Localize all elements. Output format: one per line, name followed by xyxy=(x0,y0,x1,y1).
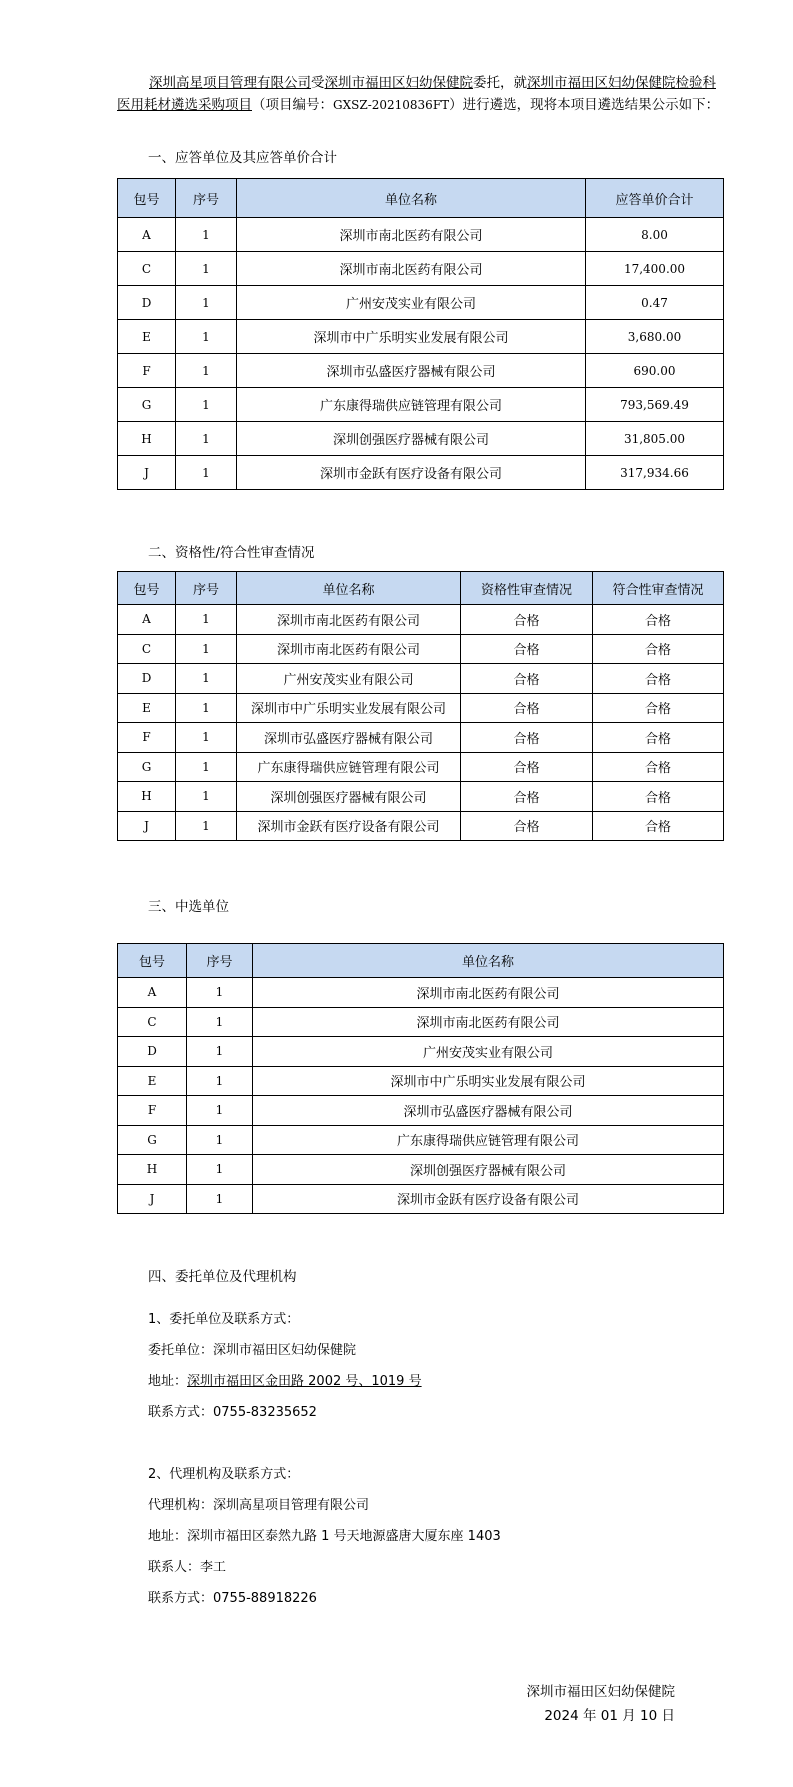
table-row xyxy=(118,1155,724,1185)
cell-package: J xyxy=(118,811,176,841)
cell-price: 8.00 xyxy=(586,218,724,252)
table-row xyxy=(118,605,724,635)
table-row xyxy=(118,978,724,1008)
table-row xyxy=(118,1096,724,1126)
cell-package: H xyxy=(118,422,176,456)
cell-package: D xyxy=(118,1037,187,1067)
cell-package: F xyxy=(118,723,176,753)
cell-package: F xyxy=(118,1096,187,1126)
column-header-seq: 序号 xyxy=(187,944,253,978)
cell-compliance: 合格 xyxy=(593,811,724,841)
cell-package: C xyxy=(118,252,176,286)
cell-compliance: 合格 xyxy=(593,634,724,664)
table-header-row xyxy=(118,179,724,218)
cell-package: E xyxy=(118,320,176,354)
client-address xyxy=(148,1373,422,1391)
client-address-label: 地址： xyxy=(148,1374,188,1389)
cell-package: J xyxy=(118,456,176,490)
cell-unit-name: 深圳创强医疗器械有限公司 xyxy=(237,422,586,456)
cell-price: 317,934.66 xyxy=(586,456,724,490)
cell-unit-name: 深圳市南北医药有限公司 xyxy=(237,634,461,664)
agency-contact-person: 联系人：李工 xyxy=(148,1560,227,1575)
cell-unit-name: 深圳创强医疗器械有限公司 xyxy=(237,782,461,812)
table-row xyxy=(118,456,724,490)
cell-price: 3,680.00 xyxy=(586,320,724,354)
cell-package: A xyxy=(118,605,176,635)
column-header-unit-name: 单位名称 xyxy=(237,572,461,605)
client-address-value: 深圳市福田区金田路 2002 号、1019 号 xyxy=(187,1374,422,1389)
client-name: 深圳市福田区妇幼保健院 xyxy=(324,75,473,91)
cell-seq: 1 xyxy=(176,456,237,490)
cell-unit-name: 深圳市金跃有医疗设备有限公司 xyxy=(237,811,461,841)
cell-package: H xyxy=(118,782,176,812)
cell-package: H xyxy=(118,1155,187,1185)
section-title-responders: 一、应答单位及其应答单价合计 xyxy=(148,150,337,166)
cell-unit-name: 深圳市中广乐明实业发展有限公司 xyxy=(253,1066,724,1096)
client-phone: 联系方式：0755-83235652 xyxy=(148,1405,317,1420)
table-header-row xyxy=(118,572,724,605)
project-name: 深圳市福田区妇幼保健院检验科医用耗材遴选采购项目 xyxy=(117,75,716,113)
cell-unit-name: 深圳市金跃有医疗设备有限公司 xyxy=(237,456,586,490)
column-header-package: 包号 xyxy=(118,179,176,218)
cell-qualification: 合格 xyxy=(461,664,593,694)
cell-seq: 1 xyxy=(176,218,237,252)
cell-compliance: 合格 xyxy=(593,752,724,782)
table-row xyxy=(118,752,724,782)
table-row xyxy=(118,1066,724,1096)
table-row xyxy=(118,354,724,388)
cell-package: A xyxy=(118,218,176,252)
section-title-selected: 三、中选单位 xyxy=(148,899,229,915)
intro-text: 受 xyxy=(311,75,325,91)
cell-unit-name: 深圳市弘盛医疗器械有限公司 xyxy=(237,723,461,753)
intro-text: 委托，就 xyxy=(473,75,527,91)
cell-unit-name: 深圳市弘盛医疗器械有限公司 xyxy=(253,1096,724,1126)
table-row xyxy=(118,422,724,456)
cell-compliance: 合格 xyxy=(593,782,724,812)
cell-seq: 1 xyxy=(176,286,237,320)
cell-package: G xyxy=(118,1125,187,1155)
cell-price: 793,569.49 xyxy=(586,388,724,422)
table-row xyxy=(118,811,724,841)
cell-seq: 1 xyxy=(187,978,253,1008)
cell-package: G xyxy=(118,388,176,422)
cell-seq: 1 xyxy=(187,1007,253,1037)
cell-seq: 1 xyxy=(176,252,237,286)
table-row xyxy=(118,664,724,694)
cell-seq: 1 xyxy=(187,1037,253,1067)
cell-unit-name: 深圳市弘盛医疗器械有限公司 xyxy=(237,354,586,388)
column-header-unit-name: 单位名称 xyxy=(253,944,724,978)
table-row xyxy=(118,218,724,252)
cell-seq: 1 xyxy=(176,422,237,456)
client-contact-title: 1、委托单位及联系方式： xyxy=(148,1312,300,1327)
cell-seq: 1 xyxy=(176,723,237,753)
table-row xyxy=(118,388,724,422)
cell-compliance: 合格 xyxy=(593,605,724,635)
agency-address: 地址：深圳市福田区泰然九路 1 号天地源盛唐大厦东座 1403 xyxy=(148,1529,501,1544)
cell-package: E xyxy=(118,693,176,723)
agency-contact-title: 2、代理机构及联系方式： xyxy=(148,1467,300,1482)
cell-qualification: 合格 xyxy=(461,782,593,812)
cell-unit-name: 深圳市南北医药有限公司 xyxy=(237,218,586,252)
cell-seq: 1 xyxy=(187,1184,253,1214)
intro-text: ）进行遴选，现将本项目遴选结果公示如下： xyxy=(449,97,720,113)
table-row xyxy=(118,1037,724,1067)
cell-package: D xyxy=(118,664,176,694)
cell-unit-name: 广东康得瑞供应链管理有限公司 xyxy=(253,1125,724,1155)
agency-unit: 代理机构：深圳高星项目管理有限公司 xyxy=(148,1498,370,1513)
cell-qualification: 合格 xyxy=(461,605,593,635)
table-row xyxy=(118,1007,724,1037)
table-row xyxy=(118,320,724,354)
responder-price-table xyxy=(117,178,724,490)
table-row xyxy=(118,693,724,723)
cell-package: E xyxy=(118,1066,187,1096)
cell-qualification: 合格 xyxy=(461,723,593,753)
table-row xyxy=(118,1184,724,1214)
cell-qualification: 合格 xyxy=(461,634,593,664)
table-row xyxy=(118,252,724,286)
column-header-package: 包号 xyxy=(118,572,176,605)
cell-unit-name: 深圳创强医疗器械有限公司 xyxy=(253,1155,724,1185)
cell-qualification: 合格 xyxy=(461,811,593,841)
section-title-contacts: 四、委托单位及代理机构 xyxy=(148,1269,297,1285)
cell-price: 690.00 xyxy=(586,354,724,388)
column-header-compliance: 符合性审查情况 xyxy=(593,572,724,605)
cell-price: 17,400.00 xyxy=(586,252,724,286)
cell-unit-name: 深圳市南北医药有限公司 xyxy=(253,1007,724,1037)
column-header-seq: 序号 xyxy=(176,179,237,218)
agency-phone: 联系方式：0755-88918226 xyxy=(148,1591,317,1606)
intro-paragraph xyxy=(117,72,723,116)
cell-unit-name: 深圳市金跃有医疗设备有限公司 xyxy=(253,1184,724,1214)
table-row xyxy=(118,634,724,664)
cell-seq: 1 xyxy=(176,605,237,635)
column-header-package: 包号 xyxy=(118,944,187,978)
cell-seq: 1 xyxy=(176,782,237,812)
cell-package: C xyxy=(118,1007,187,1037)
cell-compliance: 合格 xyxy=(593,723,724,753)
table-row xyxy=(118,1125,724,1155)
cell-seq: 1 xyxy=(176,634,237,664)
cell-price: 0.47 xyxy=(586,286,724,320)
project-number: GXSZ-20210836FT xyxy=(333,98,450,112)
cell-unit-name: 深圳市南北医药有限公司 xyxy=(253,978,724,1008)
table-header-row xyxy=(118,944,724,978)
cell-unit-name: 深圳市南北医药有限公司 xyxy=(237,252,586,286)
signature-date: 2024 年 01 月 10 日 xyxy=(544,1708,675,1724)
signature-org: 深圳市福田区妇幼保健院 xyxy=(526,1684,675,1700)
column-header-seq: 序号 xyxy=(176,572,237,605)
cell-compliance: 合格 xyxy=(593,664,724,694)
cell-seq: 1 xyxy=(176,388,237,422)
cell-seq: 1 xyxy=(187,1066,253,1096)
table-row xyxy=(118,782,724,812)
cell-unit-name: 深圳市中广乐明实业发展有限公司 xyxy=(237,693,461,723)
cell-seq: 1 xyxy=(176,752,237,782)
cell-unit-name: 深圳市南北医药有限公司 xyxy=(237,605,461,635)
agency-name: 深圳高星项目管理有限公司 xyxy=(149,75,311,91)
cell-seq: 1 xyxy=(176,354,237,388)
cell-unit-name: 广东康得瑞供应链管理有限公司 xyxy=(237,752,461,782)
cell-unit-name: 深圳市中广乐明实业发展有限公司 xyxy=(237,320,586,354)
client-unit: 委托单位：深圳市福田区妇幼保健院 xyxy=(148,1343,357,1358)
qualification-review-table xyxy=(117,571,724,841)
cell-seq: 1 xyxy=(176,811,237,841)
cell-package: F xyxy=(118,354,176,388)
cell-package: J xyxy=(118,1184,187,1214)
cell-unit-name: 广州安茂实业有限公司 xyxy=(253,1037,724,1067)
column-header-unit-name: 单位名称 xyxy=(237,179,586,218)
cell-package: G xyxy=(118,752,176,782)
cell-seq: 1 xyxy=(187,1096,253,1126)
table-row xyxy=(118,286,724,320)
cell-seq: 1 xyxy=(187,1125,253,1155)
cell-price: 31,805.00 xyxy=(586,422,724,456)
cell-qualification: 合格 xyxy=(461,693,593,723)
cell-compliance: 合格 xyxy=(593,693,724,723)
cell-unit-name: 广州安茂实业有限公司 xyxy=(237,664,461,694)
table-row xyxy=(118,723,724,753)
cell-package: D xyxy=(118,286,176,320)
cell-unit-name: 广州安茂实业有限公司 xyxy=(237,286,586,320)
cell-package: A xyxy=(118,978,187,1008)
column-header-qualification: 资格性审查情况 xyxy=(461,572,593,605)
intro-text: （项目编号： xyxy=(252,97,333,113)
cell-qualification: 合格 xyxy=(461,752,593,782)
cell-unit-name: 广东康得瑞供应链管理有限公司 xyxy=(237,388,586,422)
column-header-price: 应答单价合计 xyxy=(586,179,724,218)
cell-seq: 1 xyxy=(176,320,237,354)
cell-seq: 1 xyxy=(187,1155,253,1185)
cell-seq: 1 xyxy=(176,664,237,694)
cell-package: C xyxy=(118,634,176,664)
section-title-review: 二、资格性/符合性审查情况 xyxy=(148,545,315,561)
cell-seq: 1 xyxy=(176,693,237,723)
selected-units-table xyxy=(117,943,724,1214)
